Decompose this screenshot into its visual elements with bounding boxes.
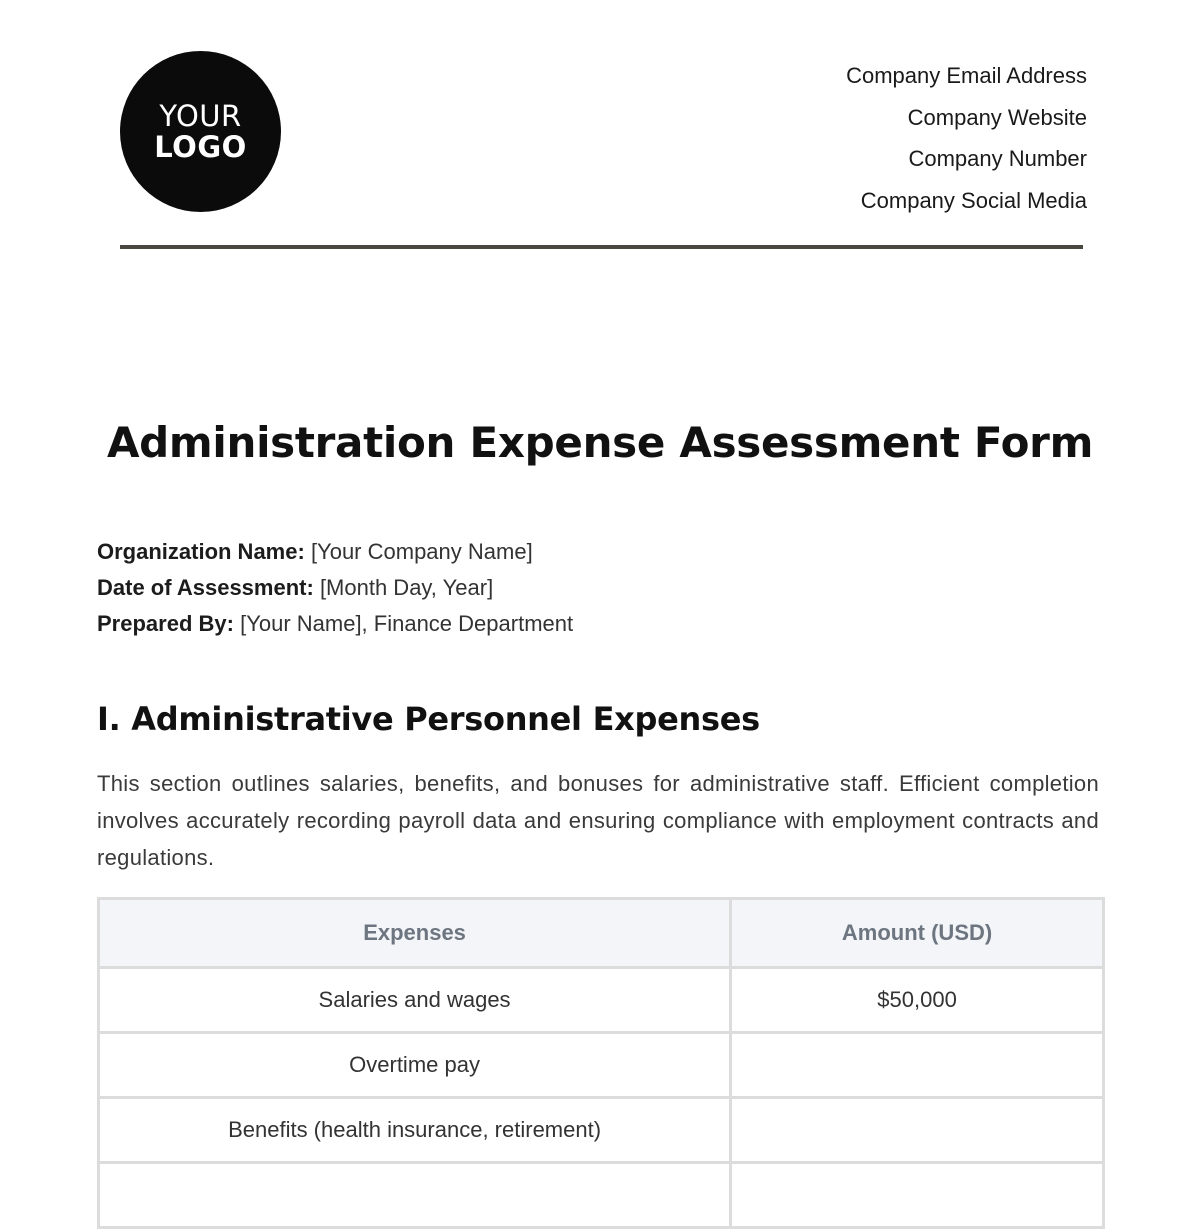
company-logo (120, 51, 281, 212)
expense-cell: Overtime pay (99, 1033, 731, 1098)
amount-cell (731, 1163, 1104, 1228)
logo-text-logo: LOGO (154, 129, 247, 164)
prepared-by-row (97, 606, 573, 642)
amount-cell: $50,000 (731, 968, 1104, 1033)
table-row (99, 1033, 1104, 1098)
organization-label: Organization Name: (97, 539, 305, 564)
prepared-by-label: Prepared By: (97, 611, 234, 636)
organization-row (97, 534, 573, 570)
amount-column-header: Amount (USD) (731, 899, 1104, 968)
section-description: This section outlines salaries, benefits, and bonuses for administrative staff. Efficient completion involves accurately recording payroll data and ensuring compliance with employment contracts and regulations. (97, 771, 1099, 870)
assessment-date-row (97, 570, 573, 606)
table-row (99, 1098, 1104, 1163)
document-meta (97, 534, 573, 642)
expenses-column-header: Expenses (99, 899, 731, 968)
amount-cell (731, 1033, 1104, 1098)
expense-cell: Salaries and wages (99, 968, 731, 1033)
amount-cell (731, 1098, 1104, 1163)
table-row (99, 1163, 1104, 1228)
company-email: Company Email Address (846, 63, 1087, 88)
company-social-media: Company Social Media (860, 187, 1087, 213)
logo-text-your: YOUR (159, 99, 242, 134)
company-contact-block (846, 55, 1087, 221)
section-heading: I. Administrative Personnel Expenses (97, 700, 760, 738)
table-header-row (99, 899, 1104, 968)
company-number: Company Number (908, 146, 1087, 171)
expenses-table (97, 897, 1105, 1229)
company-website: Company Website (907, 104, 1087, 130)
document-title: Administration Expense Assessment Form (106, 418, 1094, 467)
expense-cell: Benefits (health insurance, retirement) (99, 1098, 731, 1163)
prepared-by-value: [Your Name], Finance Department (240, 611, 574, 636)
expense-cell (99, 1163, 731, 1228)
assessment-date-value: [Month Day, Year] (319, 575, 494, 600)
table-row (99, 968, 1104, 1033)
header-divider (120, 245, 1083, 249)
assessment-date-label: Date of Assessment: (97, 575, 314, 600)
organization-value: [Your Company Name] (310, 539, 533, 564)
